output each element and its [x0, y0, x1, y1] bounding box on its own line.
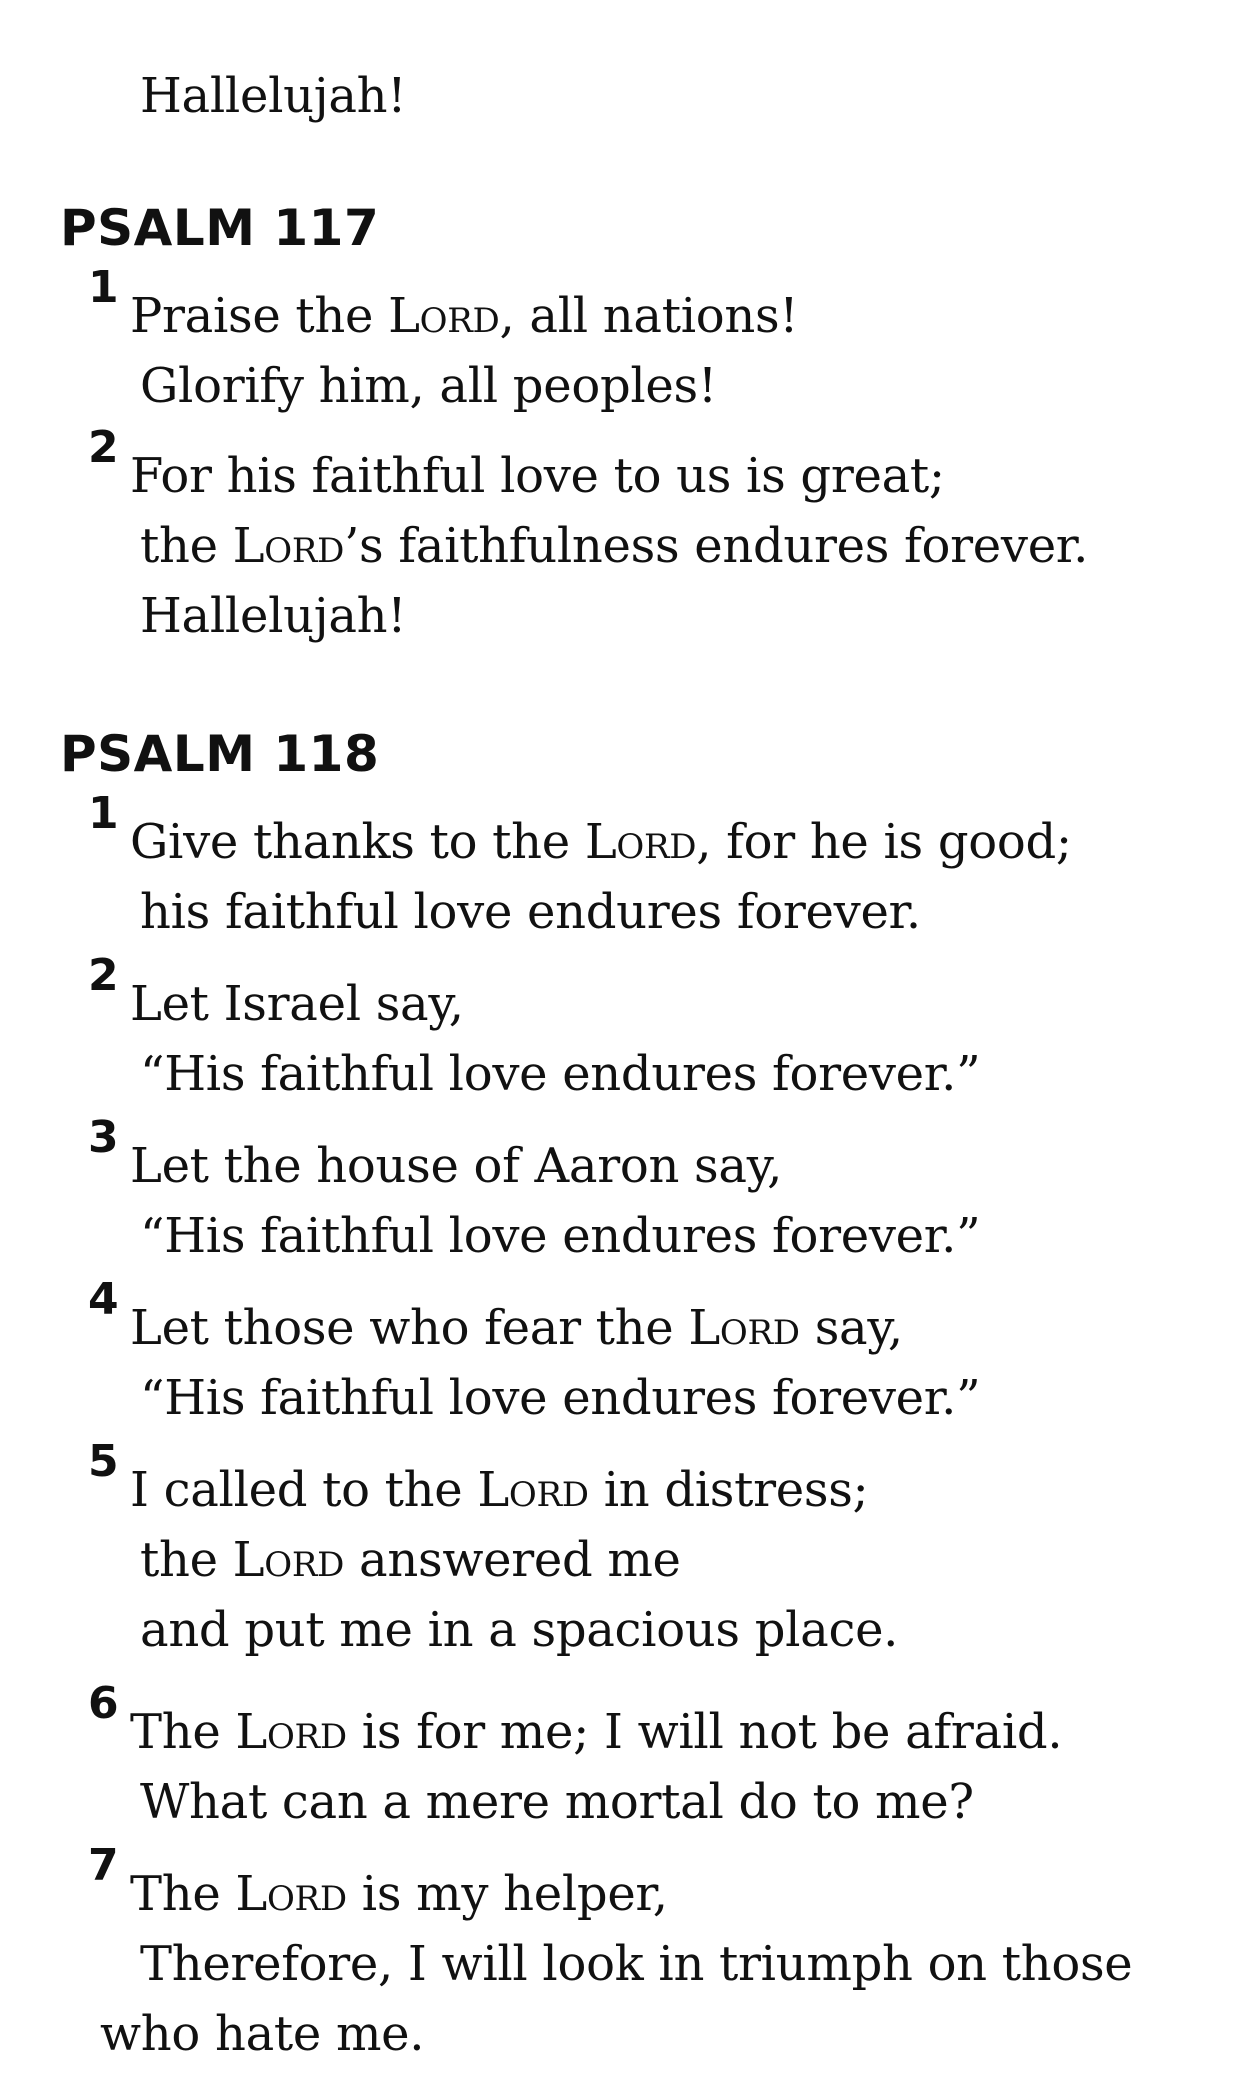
lord-small-caps: Lord [232, 1532, 345, 1588]
hallelujah-line: Hallelujah! [140, 588, 407, 644]
verse-number: 2 [88, 422, 119, 473]
verse-line: Give thanks to the Lord, for he is good; [130, 814, 1072, 870]
verse-line: the Lord answered me [140, 1532, 681, 1588]
verse-line: and put me in a spacious place. [140, 1602, 899, 1658]
verse-line: Therefore, I will look in triumph on those [140, 1936, 1133, 1992]
lord-small-caps: Lord [584, 814, 697, 870]
verse-number: 1 [88, 788, 119, 839]
psalm-118-heading: PSALM 118 [60, 725, 380, 783]
lord-small-caps: Lord [388, 288, 500, 344]
verse-line: his faithful love endures forever. [140, 884, 921, 940]
verse-line: Let those who fear the Lord say, [130, 1300, 903, 1356]
hallelujah-line: Hallelujah! [140, 68, 407, 124]
verse-number: 3 [88, 1112, 119, 1163]
verse-number: 6 [88, 1678, 119, 1729]
verse-line: who hate me. [100, 2006, 425, 2062]
lord-small-caps: Lord [235, 1866, 347, 1922]
verse-line: The Lord is my helper, [130, 1866, 668, 1922]
lord-small-caps: Lord [477, 1462, 589, 1518]
verse-line: What can a mere mortal do to me? [140, 1774, 974, 1830]
verse-number: 1 [88, 262, 119, 313]
verse-number: 4 [88, 1274, 119, 1325]
verse-line: “His faithful love endures forever.” [140, 1370, 981, 1426]
verse-line: Let Israel say, [130, 976, 464, 1032]
lord-small-caps: Lord [235, 1704, 347, 1760]
verse-line: Let the house of Aaron say, [130, 1138, 783, 1194]
verse-line: the Lord’s faithfulness endures forever. [140, 518, 1089, 574]
verse-line: Glorify him, all peoples! [140, 358, 717, 414]
psalm-117-heading: PSALM 117 [60, 199, 380, 257]
verse-line: The Lord is for me; I will not be afraid. [130, 1704, 1063, 1760]
verse-number: 2 [88, 950, 119, 1001]
verse-line: I called to the Lord in distress; [130, 1462, 869, 1518]
lord-small-caps: Lord [688, 1300, 800, 1356]
verse-line: For his faithful love to us is great; [130, 448, 945, 504]
lord-small-caps: Lord [232, 518, 345, 574]
verse-line: “His faithful love endures forever.” [140, 1208, 981, 1264]
verse-number: 5 [88, 1436, 119, 1487]
verse-line: “His faithful love endures forever.” [140, 1046, 981, 1102]
verse-line: Praise the Lord, all nations! [130, 288, 799, 344]
verse-number: 7 [88, 1840, 119, 1891]
